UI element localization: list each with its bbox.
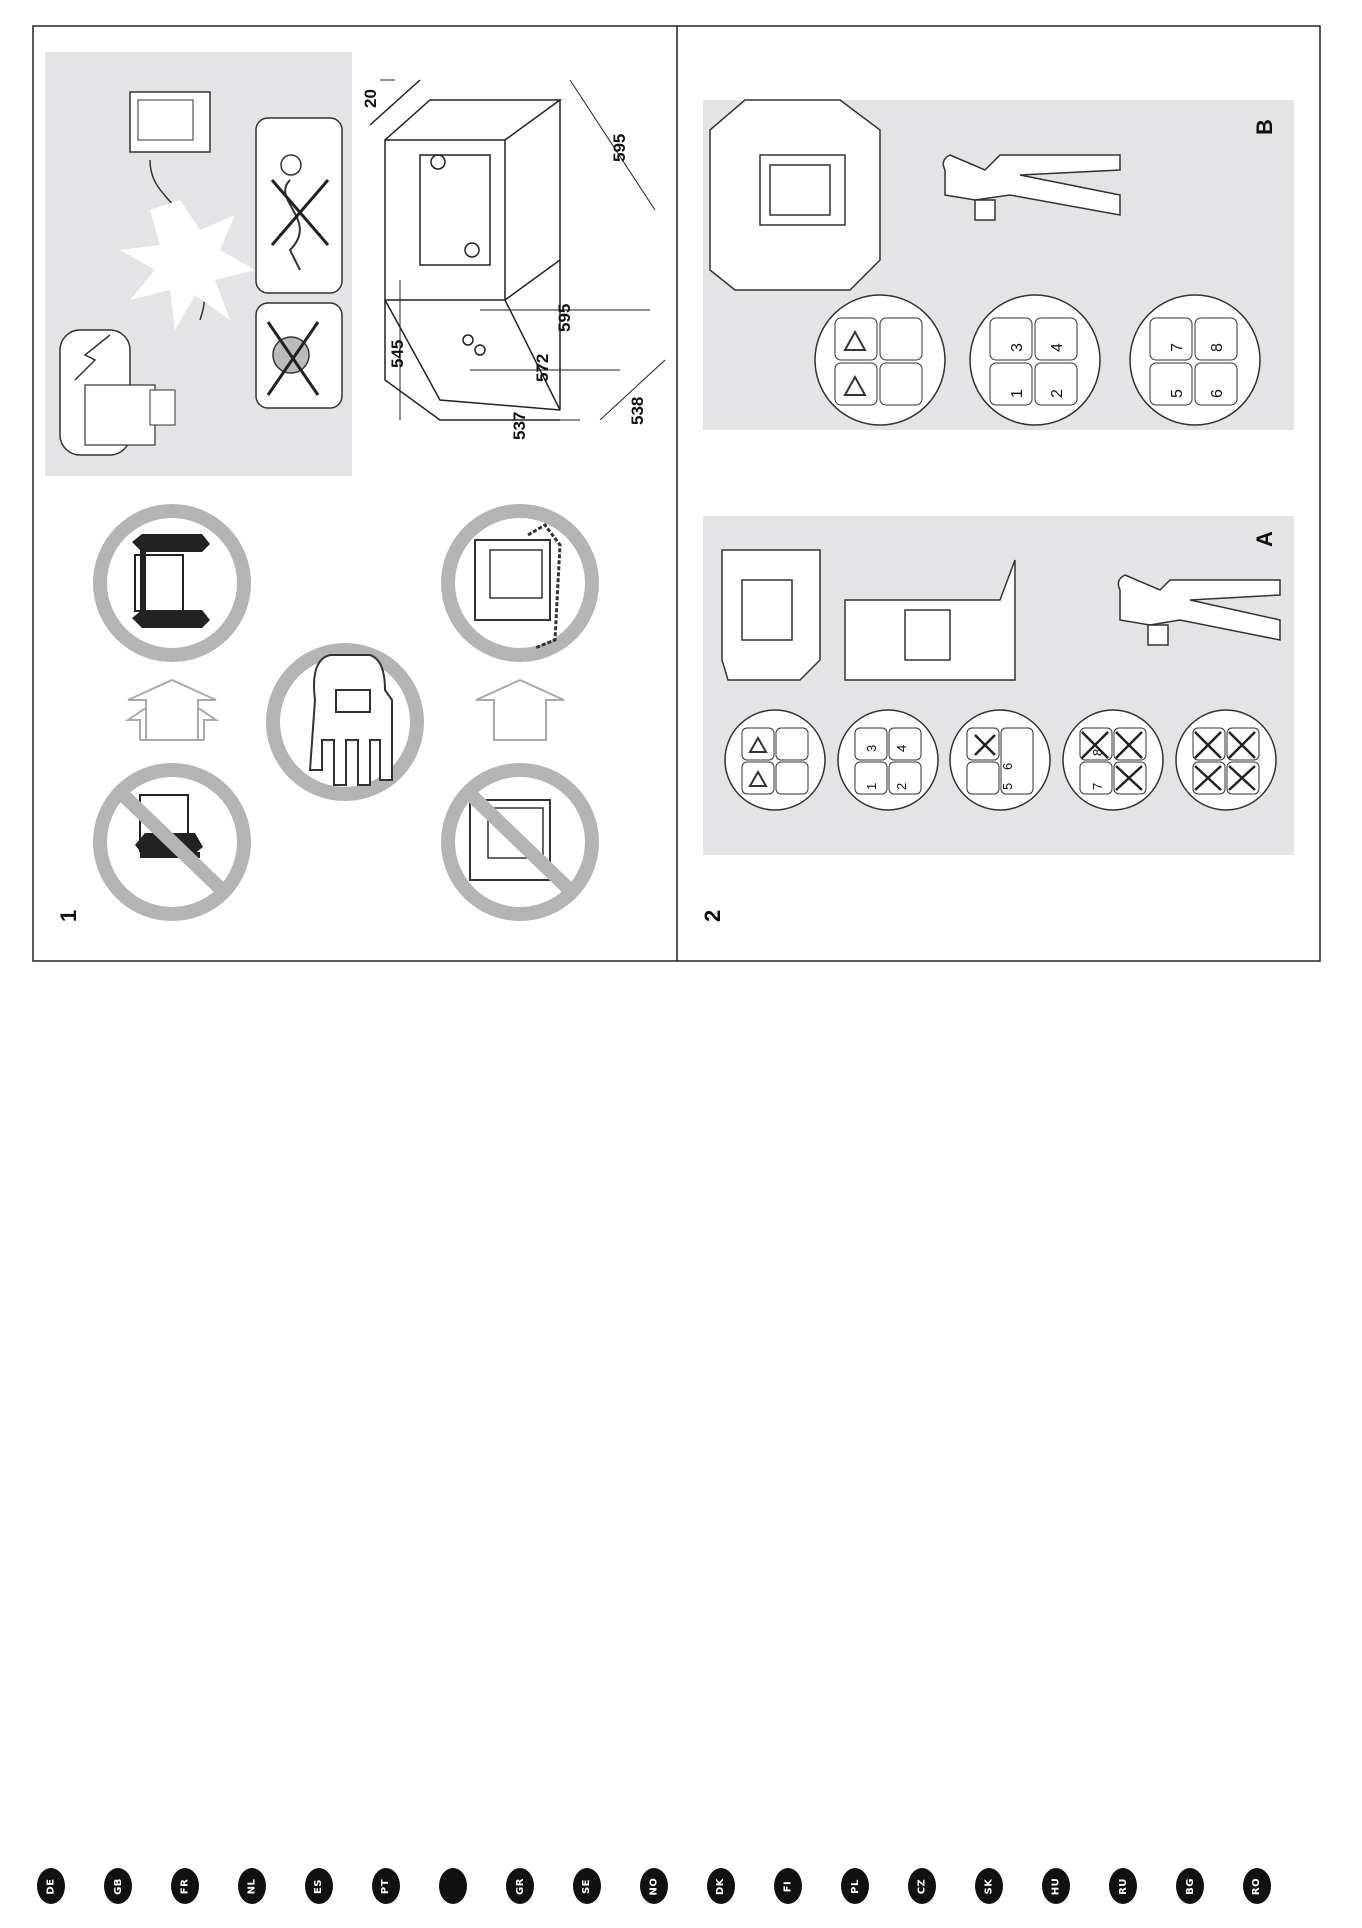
page-number: 6 bbox=[1209, 389, 1226, 398]
no-carry-alone-icon bbox=[100, 770, 244, 914]
dimension-label: 537 bbox=[510, 411, 529, 440]
language-badge-de[interactable]: DE bbox=[37, 1868, 65, 1904]
language-badge-current[interactable] bbox=[439, 1868, 467, 1904]
panel-b bbox=[703, 100, 1294, 430]
kitchen-oven-icon bbox=[722, 550, 820, 680]
booklet-page-icon bbox=[1176, 710, 1276, 810]
dimension-label: 538 bbox=[628, 396, 647, 425]
figure-1-number: 1 bbox=[56, 909, 81, 922]
language-badge-pl[interactable]: PL bbox=[841, 1868, 869, 1904]
language-badge-se[interactable]: SE bbox=[573, 1868, 601, 1904]
language-badge-nl[interactable]: NL bbox=[238, 1868, 266, 1904]
figure-1 bbox=[45, 52, 665, 922]
booklet-page-icon bbox=[725, 710, 825, 810]
page-number: 4 bbox=[894, 744, 909, 752]
damaged-plug-icon bbox=[256, 303, 342, 408]
language-badge-ru[interactable]: RU bbox=[1109, 1868, 1137, 1904]
booklet-page-icon bbox=[970, 295, 1100, 425]
panel-b-label: B bbox=[1252, 119, 1277, 135]
page-number: 8 bbox=[1090, 748, 1105, 756]
panel-a bbox=[703, 516, 1294, 855]
booklet-page-icon bbox=[838, 710, 938, 810]
language-badge-pt[interactable]: PT bbox=[372, 1868, 400, 1904]
page-number: 5 bbox=[1000, 782, 1015, 790]
page-number: 2 bbox=[894, 782, 909, 790]
page-number: 1 bbox=[864, 782, 879, 790]
language-badge-ro[interactable]: RO bbox=[1243, 1868, 1271, 1904]
dimension-label: 20 bbox=[361, 89, 380, 108]
language-badge-es[interactable]: ES bbox=[305, 1868, 333, 1904]
page-number: 7 bbox=[1169, 343, 1186, 352]
booklet-page-icon bbox=[815, 295, 945, 425]
dimension-label: 595 bbox=[555, 303, 574, 332]
booklet-page-icon bbox=[1063, 710, 1163, 810]
booklet-a-list bbox=[725, 710, 1276, 810]
booklet-page-icon bbox=[1130, 295, 1260, 425]
panel-a-label: A bbox=[1252, 531, 1277, 547]
language-badge-hu[interactable]: HU bbox=[1042, 1868, 1070, 1904]
oven-dimensions-drawing bbox=[370, 80, 665, 420]
cut-cable-icon bbox=[256, 118, 342, 293]
page-number: 6 bbox=[1000, 762, 1015, 770]
language-badge-cz[interactable]: CZ bbox=[908, 1868, 936, 1904]
page-number: 2 bbox=[1049, 389, 1066, 398]
language-badge-no[interactable]: NO bbox=[640, 1868, 668, 1904]
language-badge-fi[interactable]: FI bbox=[774, 1868, 802, 1904]
language-badge-fr[interactable]: FR bbox=[171, 1868, 199, 1904]
dimension-labels bbox=[361, 89, 647, 440]
language-bar bbox=[0, 1868, 1362, 1908]
page-number: 5 bbox=[1169, 389, 1186, 398]
lift-by-body-icon bbox=[448, 511, 592, 655]
language-badge-sk[interactable]: SK bbox=[975, 1868, 1003, 1904]
arrow-up-icon bbox=[128, 680, 216, 740]
two-person-carry-icon bbox=[100, 511, 244, 655]
kitchen-oven-icon bbox=[710, 100, 880, 290]
page-number: 3 bbox=[864, 744, 879, 752]
booklet-page-icon bbox=[950, 710, 1050, 810]
figure-2-number: 2 bbox=[700, 909, 725, 922]
language-badge-dk[interactable]: DK bbox=[707, 1868, 735, 1904]
page-number: 4 bbox=[1049, 343, 1066, 352]
language-badge-gr[interactable]: GR bbox=[506, 1868, 534, 1904]
arrow-up-icon bbox=[476, 680, 564, 740]
figure-2 bbox=[700, 100, 1294, 922]
dimension-label: 595 bbox=[610, 133, 629, 162]
booklet-b-list bbox=[815, 295, 1260, 425]
language-badge-bg[interactable]: BG bbox=[1176, 1868, 1204, 1904]
dimension-label: 545 bbox=[388, 339, 407, 368]
electrical-warning-panel bbox=[45, 52, 352, 476]
no-lift-by-handle-icon bbox=[448, 770, 592, 914]
page-number: 1 bbox=[1009, 389, 1026, 398]
dimension-label: 572 bbox=[533, 353, 552, 382]
language-badge-gb[interactable]: GB bbox=[104, 1868, 132, 1904]
glove-icon bbox=[273, 650, 417, 794]
page-number: 7 bbox=[1090, 782, 1105, 790]
page-number: 8 bbox=[1209, 343, 1226, 352]
page-number: 3 bbox=[1009, 343, 1026, 352]
